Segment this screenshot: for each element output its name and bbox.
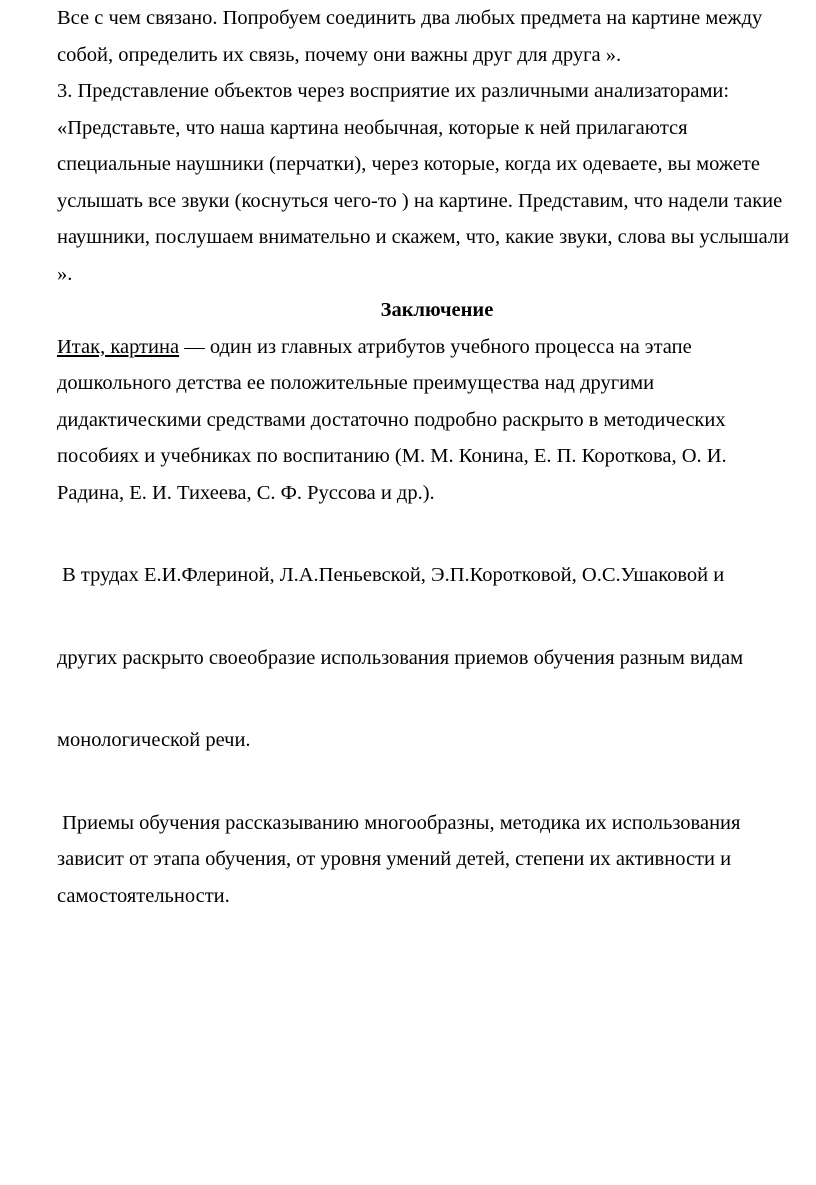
text-span: — один из главных атрибутов учебного процесса на этапе: [179, 335, 692, 358]
text-line: специальные наушники (перчатки), через которые, когда их одеваете, вы можете: [57, 153, 760, 175]
text-line: услышать все звуки (коснуться чего-то ) на картине. Представим, что надели такие: [57, 189, 783, 212]
text-line: ».: [57, 262, 73, 285]
text-line: дидактическими средствами достаточно подробно раскрыто в методических: [57, 408, 726, 431]
text-line: наушники, послушаем внимательно и скажем, что, какие звуки, слова вы услышали: [57, 226, 790, 248]
text-line: собой, определить их связь, почему они важны друг для друга ».: [57, 43, 622, 66]
text-line: дошкольного детства ее положительные преимущества над другими: [57, 372, 655, 394]
underlined-phrase: Итак, картина: [57, 335, 180, 358]
conclusion-heading: Заключение: [380, 299, 494, 321]
text-line: Приемы обучения рассказыванию многообразны, методика их использования: [57, 811, 741, 834]
text-line: Радина, Е. И. Тихеева, С. Ф. Руссова и др.).: [57, 481, 435, 504]
text-line: зависит от этапа обучения, от уровня умений детей, степени их активности и: [57, 848, 732, 870]
text-line: [57, 329, 816, 366]
document-page: [57, 0, 816, 914]
text-line: «Представьте, что наша картина необычная, которые к ней прилагаются: [57, 116, 688, 139]
conclusion-paragraph-2: [57, 511, 816, 805]
text-line: 3. Представление объектов через восприятие их различными анализаторами:: [57, 80, 730, 102]
text-line: Все с чем связано. Попробуем соединить два любых предмета на картине между: [57, 7, 763, 29]
text-line: самостоятельности.: [57, 884, 230, 907]
text-line: пособиях и учебниках по воспитанию (М. М. Конина, Е. П. Короткова, О. И.: [57, 445, 727, 467]
conclusion-paragraph-3: [57, 805, 816, 915]
conclusion-paragraph-1: [57, 329, 816, 512]
intro-paragraph: [57, 0, 816, 73]
text-line: других раскрыто своеобразие использования приемов обучения разным видам: [57, 646, 744, 669]
item-3-paragraph: [57, 73, 816, 292]
text-line: В трудах Е.И.Флериной, Л.А.Пеньевской, Э.П.Коротковой, О.С.Ушаковой и: [57, 564, 725, 586]
text-line: монологической речи.: [57, 729, 251, 751]
